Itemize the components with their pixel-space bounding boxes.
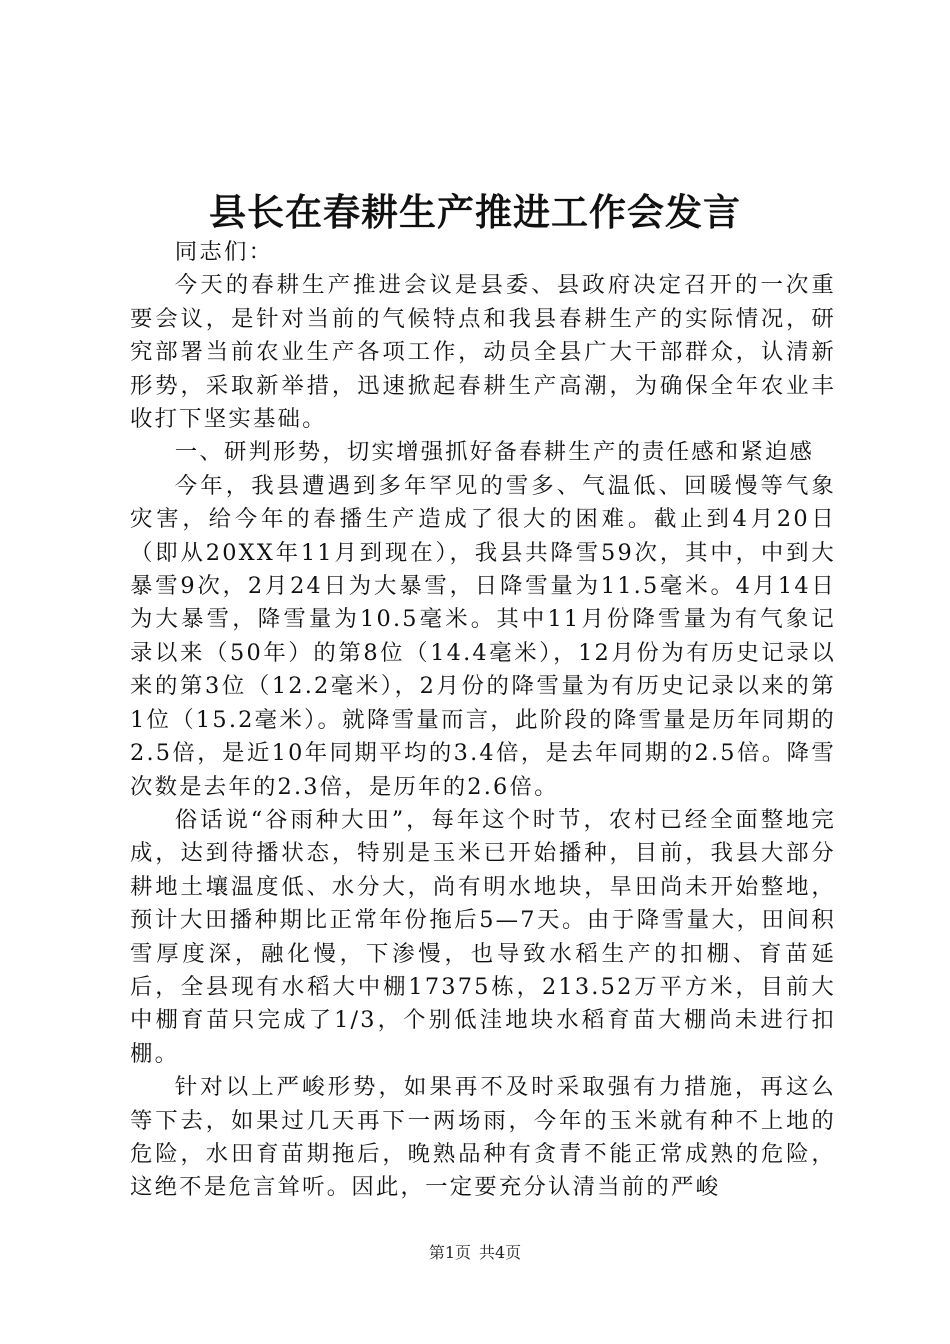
page-number: 第1页 <box>428 1243 471 1262</box>
document-body <box>130 236 836 1205</box>
page-footer <box>0 1242 950 1264</box>
snowfall-paragraph: 今年，我县遭遇到多年罕见的雪多、气温低、回暖慢等气象灾害，给今年的春播生产造成了很大的困难。截止到4月20日（即从20XX年11月到现在），我县共降雪59次，其中，中到大暴雪9次，2月24日为大暴雪，日降雪量为11.5毫米。4月14日为大暴雪，降雪量为10.5毫米。其中11月份降雪量为有气象记录以来（50年）的第8位（14.4毫米），12月份为有历史记录以来的第3位（12.2毫米），2月份的降雪量为有历史记录以来的第1位（15.2毫米）。就降雪量而言，此阶段的降雪量是历年同期的2.5倍，是近10年同期平均的3.4倍，是去年同期的2.5倍。降雪次数是去年的2.3倍，是历年的2.6倍。 <box>130 472 836 800</box>
risk-paragraph: 针对以上严峻形势，如果再不及时采取强有力措施，再这么等下去，如果过几天再下一两场雨，今年的玉米就有种不上地的危险，水田育苗期拖后，晚熟品种有贪青不能正常成熟的危险，这绝不是危言耸听。因此，一定要充分认清当前的严峻 <box>130 1074 836 1201</box>
document-title: 县长在春耕生产推进工作会发言 <box>209 190 741 234</box>
section-heading: 一、研判形势，切实增强抓好备春耕生产的责任感和紧迫感 <box>174 439 815 466</box>
planting-paragraph: 俗话说“谷雨种大田”，每年这个时节，农村已经全面整地完成，达到待播状态，特别是玉米已开始播种，目前，我县大部分耕地土壤温度低、水分大，尚有明水地块，旱田尚未开始整地，预计大田播种期比正常年份拖后5—7天。由于降雪量大，田间积雪厚度深，融化慢，下渗慢，也导致水稻生产的扣棚、育苗延后，全县现有水稻大中棚17375栋，213.52万平方米，目前大中棚育苗只完成了1/3，个别低洼地块水稻育苗大棚尚未进行扣棚。 <box>130 806 836 1067</box>
greeting-paragraph: 同志们： <box>174 239 274 265</box>
page-total: 共4页 <box>479 1243 522 1262</box>
intro-paragraph: 今天的春耕生产推进会议是县委、县政府决定召开的一次重要会议，是针对当前的气候特点和我县春耕生产的实际情况，研究部署当前农业生产各项工作，动员全县广大干部群众，认清新形势，采取新举措，迅速掀起春耕生产高潮，为确保全年农业丰收打下坚实基础。 <box>130 272 836 433</box>
